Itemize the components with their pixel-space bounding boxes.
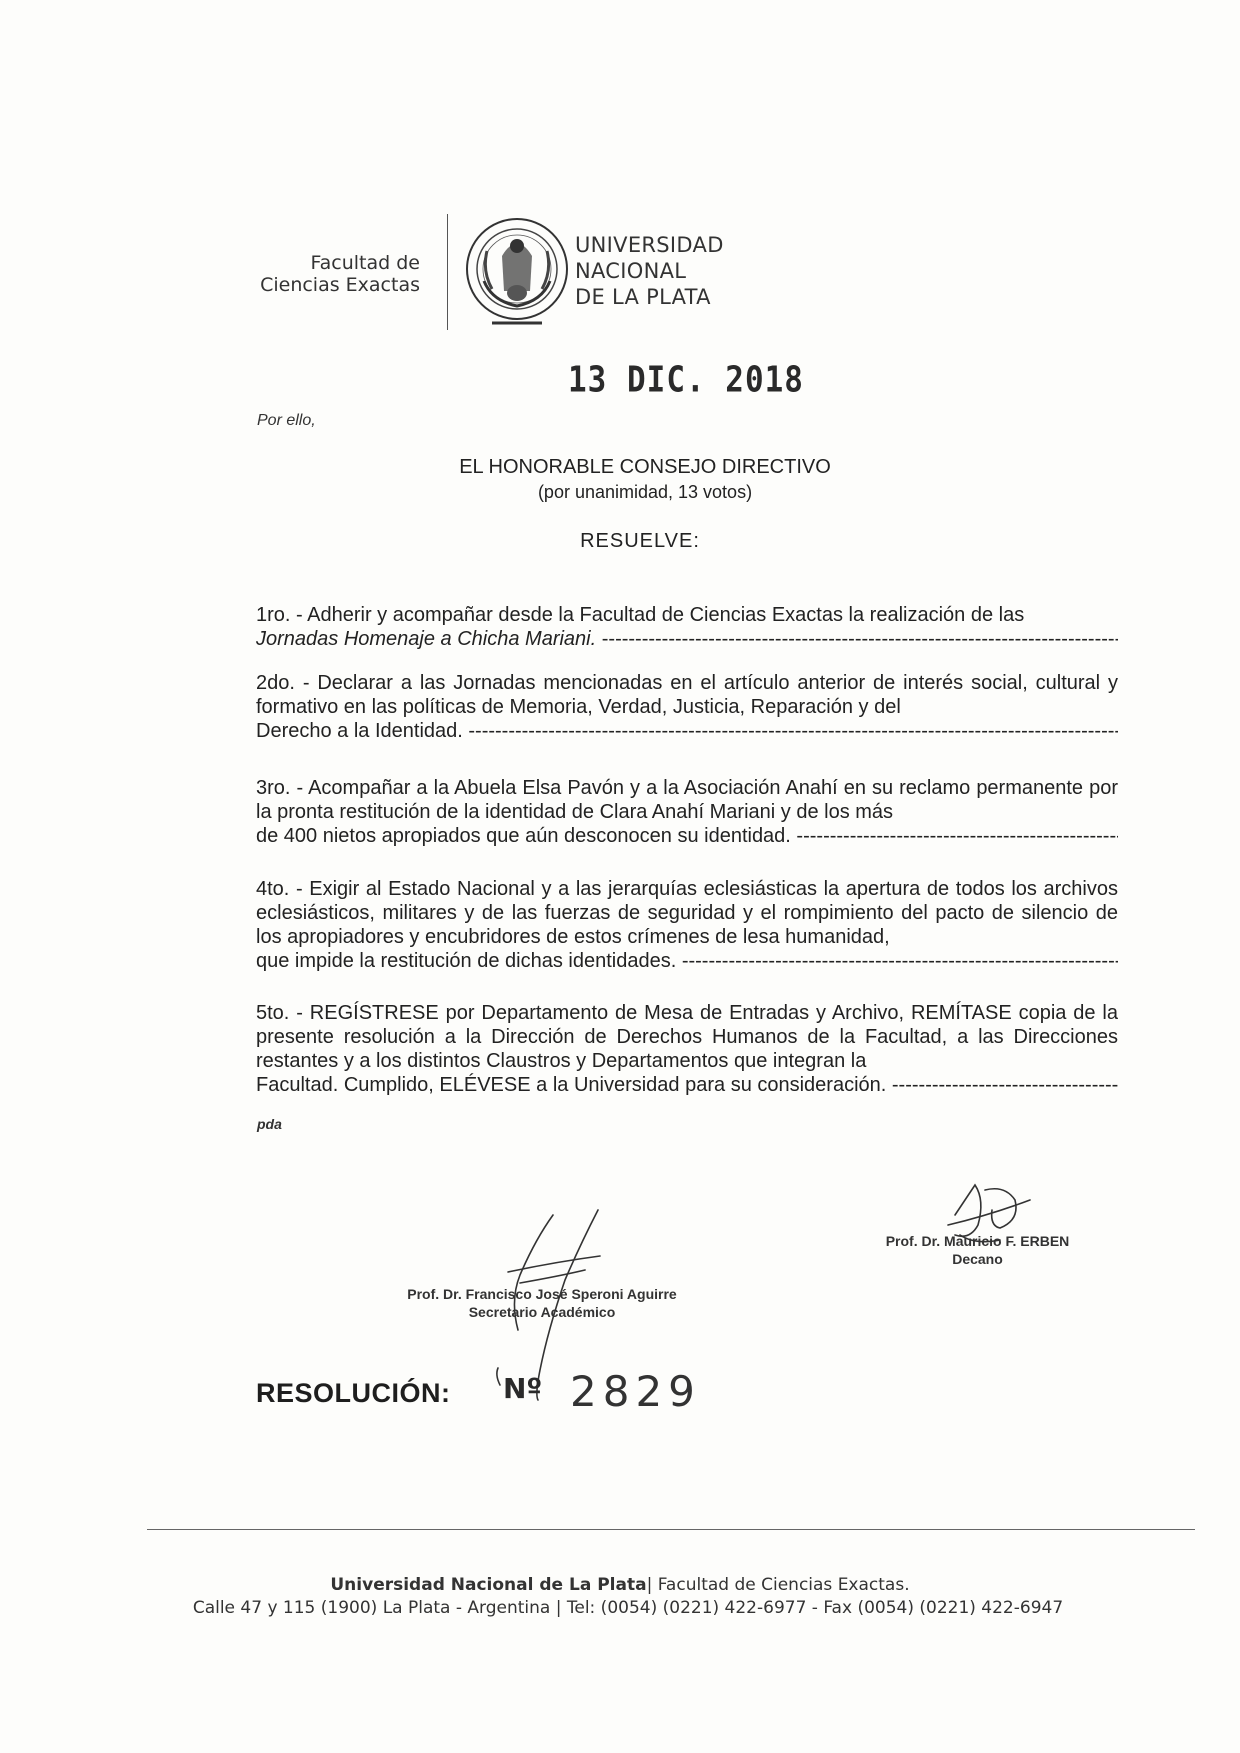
council-title: EL HONORABLE CONSEJO DIRECTIVO — [459, 456, 831, 478]
secretary-name: Prof. Dr. Francisco José Speroni Aguirre — [407, 1286, 677, 1302]
intro-text: Por ello, — [257, 412, 316, 429]
date-stamp: 13 DIC. 2018 — [568, 359, 804, 401]
university-line-2: NACIONAL — [575, 259, 687, 283]
university-line-3: DE LA PLATA — [575, 285, 711, 309]
dean-name: Prof. Dr. Mauricio F. ERBEN — [885, 1233, 1070, 1249]
article-1-label: 1ro. — [256, 604, 291, 626]
article-2-text: - Declarar a las Jornadas mencionadas en el artículo anterior de interés social, cultural y formativo en las políticas de Memoria, Verdad, Justicia, Reparación y del — [256, 672, 1118, 718]
article-2 — [256, 671, 1118, 743]
university-seal-icon — [462, 211, 572, 331]
resolves-heading: RESUELVE: — [580, 530, 700, 552]
footer-faculty: | Facultad de Ciencias Exactas. — [646, 1575, 910, 1595]
header-divider — [447, 214, 448, 330]
faculty-line-1: Facultad de — [310, 252, 420, 274]
article-2-label: 2do. — [256, 672, 295, 694]
article-5-last: Facultad. Cumplido, ELÉVESE a la Universidad para su consideración. ----- — [256, 1073, 1118, 1097]
article-4 — [256, 877, 1118, 973]
dean-signature-block — [845, 1232, 1110, 1268]
university-name — [575, 232, 724, 310]
initials: pda — [257, 1116, 282, 1132]
resolution-nro-stamp: Nº — [503, 1372, 543, 1405]
article-5 — [256, 1001, 1118, 1097]
article-3 — [256, 776, 1118, 848]
article-2-last: Derecho a la Identidad. ----- — [256, 719, 1118, 743]
secretary-role: Secretario Académico — [468, 1304, 616, 1320]
dean-role: Decano — [952, 1251, 1003, 1267]
footer-university: Universidad Nacional de La Plata — [330, 1575, 647, 1595]
faculty-name — [200, 252, 420, 296]
article-1-italic: Jornadas Homenaje a Chicha Mariani. — [256, 628, 597, 650]
faculty-line-2: Ciencias Exactas — [260, 274, 420, 296]
article-3-text: - Acompañar a la Abuela Elsa Pavón y a la Asociación Anahí en su reclamo permanente por la pronta restitución de la identidad de Clara Anahí Mariani y de los más — [256, 777, 1118, 823]
footer-divider — [147, 1529, 1195, 1530]
footer-line-1 — [0, 1575, 1240, 1595]
article-4-last: que impide la restitución de dichas identidades. ----- — [256, 949, 1118, 973]
university-line-1: UNIVERSIDAD — [575, 233, 724, 257]
resolution-label: RESOLUCIÓN: — [256, 1378, 451, 1408]
article-3-last: de 400 nietos apropiados que aún desconocen su identidad. ----- — [256, 824, 1118, 848]
resolution-number: 2829 — [570, 1367, 701, 1416]
secretary-signature-block — [362, 1285, 722, 1321]
council-vote: (por unanimidad, 13 votos) — [537, 482, 753, 502]
article-4-label: 4to. — [256, 878, 290, 900]
article-4-text: - Exigir al Estado Nacional y a las jerarquías eclesiásticas la apertura de todos los archivos eclesiásticos, militares y de las fuerzas de seguridad y el rompimiento del pacto de silencio de los apropiadores y encubridores de estos crímenes de lesa humanidad, — [256, 878, 1118, 948]
article-1-text: - Adherir y acompañar desde la Facultad de Ciencias Exactas la realización de las — [290, 604, 1025, 626]
article-5-text: - REGÍSTRESE por Departamento de Mesa de Entradas y Archivo, REMÍTASE copia de la presente resolución a la Dirección de Derechos Humanos de la Facultad, a las Direcciones restantes y a los distintos Claustros y Departamentos que integran la — [256, 1002, 1118, 1072]
article-5-label: 5to. — [256, 1002, 290, 1024]
footer-contact: Calle 47 y 115 (1900) La Plata - Argentina | Tel: (0054) (0221) 422-6977 - Fax (0054) (0221) 422-6947 — [192, 1598, 1064, 1618]
article-1 — [256, 603, 1118, 651]
article-3-label: 3ro. — [256, 777, 291, 799]
